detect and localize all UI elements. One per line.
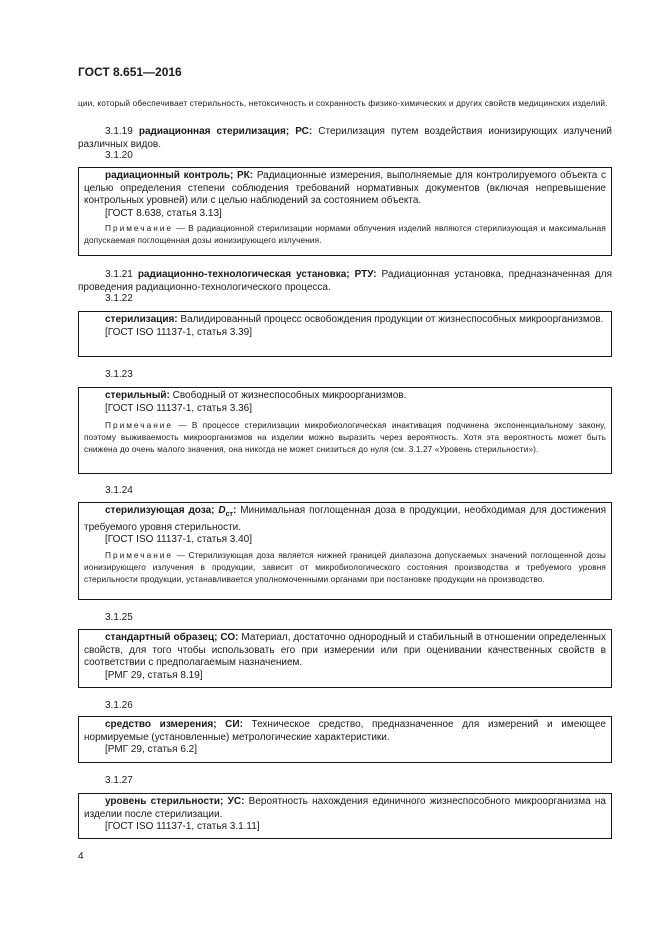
definition: Радиационная установка, предназначенная для проведения радиационно-технологического процесса. — [78, 269, 613, 294]
term: стерилизующая доза; — [105, 505, 219, 516]
clause-number: 3.1.21 — [105, 269, 133, 280]
page-header-title: ГОСТ 8.651—2016 — [78, 65, 182, 79]
clause-number-3-1-27: 3.1.27 — [105, 775, 133, 786]
dose-symbol: $D_{ст}$ — [218, 505, 233, 518]
note-text: — В радиационной стерилизации нормами облучения изделий являются стерилизующая и максимальная допускаемая поглощенная дозы ионизирующего излучения. — [84, 223, 606, 246]
source-reference: [ГОСТ ISO 11137-1, статья 3.36] — [105, 402, 252, 414]
clause-number: 3.1.19 — [105, 126, 133, 137]
term: уровень стерильности; УС: — [105, 796, 245, 807]
term: средство измерения; СИ: — [105, 719, 243, 730]
definition: Вероятность нахождения единичного жизнеспособного микроорганизма на изделии после стерилизации. — [84, 796, 606, 820]
term: радиационная стерилизация; РС: — [138, 126, 313, 137]
definition-box-3-1-24: стерилизующая доза; $D_{ст}$: Минимальная поглощенная доза в продукции, необходимая для достижения требуемого уровня стерильности. [ГОСТ ISO 11137-1, статья 3.40] Примечание — Стерилизующая доза является нижней границей диапазона допускаемых значений поглощенной дозы ионизирующего излучения в продукции, зависит от микробиологического состояния производства и требуемого уровня стерильности продукции, устанавливается уполномоченными органами при постановке продукции на производство. — [78, 502, 612, 600]
note-label: Примечание — [105, 549, 174, 560]
source-reference: [ГОСТ 8.638, статья 3.13] — [105, 207, 222, 219]
term: стерилизация: — [105, 314, 178, 325]
source-reference: [ГОСТ ISO 11137-1, статья 3.1.11] — [105, 821, 260, 833]
term: радиационно-технологическая установка; РТУ: — [137, 269, 377, 280]
term: стерильный: — [105, 390, 170, 401]
clause-number-3-1-22: 3.1.22 — [105, 293, 133, 304]
clause-number-3-1-20: 3.1.20 — [105, 150, 133, 161]
source-reference: [ГОСТ ISO 11137-1, статья 3.40] — [105, 534, 252, 546]
intro-paragraph: ции, который обеспечивает стерильность, нетоксичность и сохранность физико-химических и других свойств медицинских изделий. — [78, 98, 608, 108]
note-text: — В процессе стерилизации микробиологическая инактивация подчинена экспоненциальному закону, поэтому выживаемость микроорганизмов на изделии можно выразить через вероятность. Хотя эта вероятность может быть снижена до очень малого значения, она никогда не может снизиться до нуля (см. 3.1.27 «Уровень стерильности»). — [84, 420, 606, 455]
definition: Валидированный процесс освобождения продукции от жизнеспособных микроорганизмов. — [177, 314, 604, 325]
clause-number-3-1-26: 3.1.26 — [105, 700, 133, 711]
definition: Техническое средство, предназначенное для измерений и имеющее нормируемые (установленные) метрологические характеристики. — [84, 719, 606, 743]
clause-3-1-21 — [78, 268, 612, 294]
source-reference: [РМГ 29, статья 8.19] — [105, 669, 203, 681]
definition: Свободный от жизнеспособных микроорганизмов. — [169, 390, 407, 401]
definition-box-3-1-25 — [78, 629, 612, 688]
definition: Радиационные измерения, выполняемые для контролируемого объекта с целью определения степени соблюдения требований нормативных документов (включая непревышение контрольных уровней) или с целью наблюдений за состоянием объекта. — [84, 170, 606, 207]
clause-3-1-19 — [78, 125, 612, 151]
source-reference: [РМГ 29, статья 6.2] — [105, 744, 198, 756]
definition-box-3-1-26 — [78, 716, 612, 763]
term: стандартный образец; СО: — [105, 632, 239, 643]
term: радиационный контроль; РК: — [105, 170, 254, 181]
note-label: Примечание — [105, 223, 174, 234]
definition-box-3-1-22 — [78, 311, 612, 357]
clause-number-3-1-25: 3.1.25 — [105, 612, 133, 623]
definition: Материал, достаточно однородный и стабильный в отношении определенных свойств, для того чтобы использовать его при измерении или при оценивании качественных свойств в соответствии с предполагаемым назначением. — [84, 632, 606, 669]
note-label: Примечание — [105, 420, 174, 431]
source-reference: [ГОСТ ISO 11137-1, статья 3.39] — [105, 326, 252, 338]
definition-box-3-1-20 — [78, 167, 612, 256]
definition: Стерилизация путем воздействия ионизирующих излучений различных видов. — [78, 126, 612, 151]
definition: Минимальная поглощенная доза в продукции, необходимая для достижения требуемого уровня стерильности. — [84, 505, 606, 533]
page-number: 4 — [78, 851, 84, 862]
clause-number-3-1-24: 3.1.24 — [105, 485, 133, 496]
clause-number-3-1-23: 3.1.23 — [105, 369, 133, 380]
definition-box-3-1-27 — [78, 793, 612, 839]
definition-box-3-1-23 — [78, 387, 612, 474]
note-text: — Стерилизующая доза является нижней границей диапазона допускаемых значений поглощенной дозы ионизирующего излучения в продукции, зависит от микробиологического состояния производства и требуемого уровня стерильности продукции, устанавливается уполномоченными органами при постановке продукции на производство. — [84, 549, 606, 584]
